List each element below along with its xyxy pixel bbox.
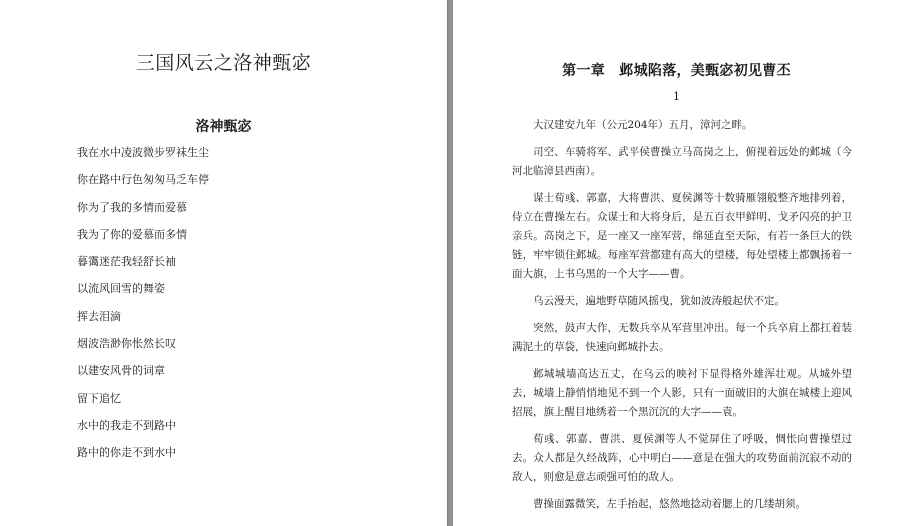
left-page (0, 0, 447, 526)
book-title: 三国风云之洛神甄宓 (135, 52, 312, 74)
right-page (453, 0, 900, 526)
poem-lines (77, 145, 209, 473)
paragraph: 谋士荀彧、郭嘉，大将曹洪、夏侯渊等十数骑雁翎般整齐地排列着，侍立在曹操左右。众谋士和大将身后，是五百衣甲鲜明、戈矛闪亮的护卫亲兵。高岗之下，是一座又一座军营，绵延直至天际，有若一条巨大的铁链，牢牢锁住邺城。每座军营都建有高大的望楼，每处望楼上都飘扬着一面大旗，上书乌黑的一个大字——曹。 (512, 192, 852, 280)
poem-line: 暮霭迷茫我轻舒长袖 (77, 255, 176, 269)
poem-line: 挥去泪滴 (77, 309, 121, 323)
paragraph: 司空、车骑将军、武平侯曹操立马高岗之上，俯视着远处的邺城（今河北临漳县西南）。 (512, 146, 852, 177)
paragraph: 曹操面露微笑，左手抬起，悠然地捻动着腮上的几缕胡须。 (533, 498, 806, 510)
poem-line: 路中的你走不到水中 (77, 446, 176, 460)
poem-line: 水中的我走不到路中 (77, 418, 176, 432)
poem-line: 烟波浩渺你怅然长叹 (77, 337, 176, 351)
poem-title: 洛神甄宓 (195, 119, 252, 135)
paragraph: 突然，鼓声大作，无数兵卒从军营里冲出。每一个兵卒肩上都扛着装满泥土的草袋，快速向邺城扑去。 (512, 322, 852, 353)
poem-line: 留下追忆 (77, 391, 121, 405)
paragraph: 大汉建安九年（公元204年）五月，漳河之畔。 (533, 119, 753, 131)
poem-line: 你在路中行色匆匆马乏车停 (77, 173, 209, 187)
poem-line: 我为了你的爱慕而多情 (77, 227, 187, 241)
chapter-title: 第一章 邺城陷落，美甄宓初见曹丕 (562, 63, 791, 79)
chapter-body (512, 116, 852, 522)
poem-line: 我在水中凌波微步罗袜生尘 (77, 146, 209, 159)
poem-line: 以建安风骨的词章 (77, 364, 165, 378)
paragraph: 乌云漫天，遍地野草随风摇曳，犹如波涛般起伏不定。 (533, 295, 785, 307)
paragraph: 荀彧、郭嘉、曹洪、夏侯渊等人不觉屏住了呼吸，惆怅向曹操望过去。众人都是久经战阵，心中明白——意是在强大的攻势面前沉寂不动的敌人，则愈是意志顽强可怕的敌人。 (512, 433, 852, 483)
page-number: 1 (673, 90, 680, 103)
poem-line: 你为了我的多情而爱慕 (77, 200, 187, 214)
poem-line: 以流风回雪的舞姿 (77, 282, 165, 296)
paragraph: 邺城城墙高达五丈，在乌云的映衬下显得格外雄浑壮观。从城外望去，城墙上静悄悄地见不到一个人影，只有一面破旧的大旗在城楼上迎风招展，旗上醒目地绣着一个黑沉沉的大字——袁。 (512, 368, 852, 418)
